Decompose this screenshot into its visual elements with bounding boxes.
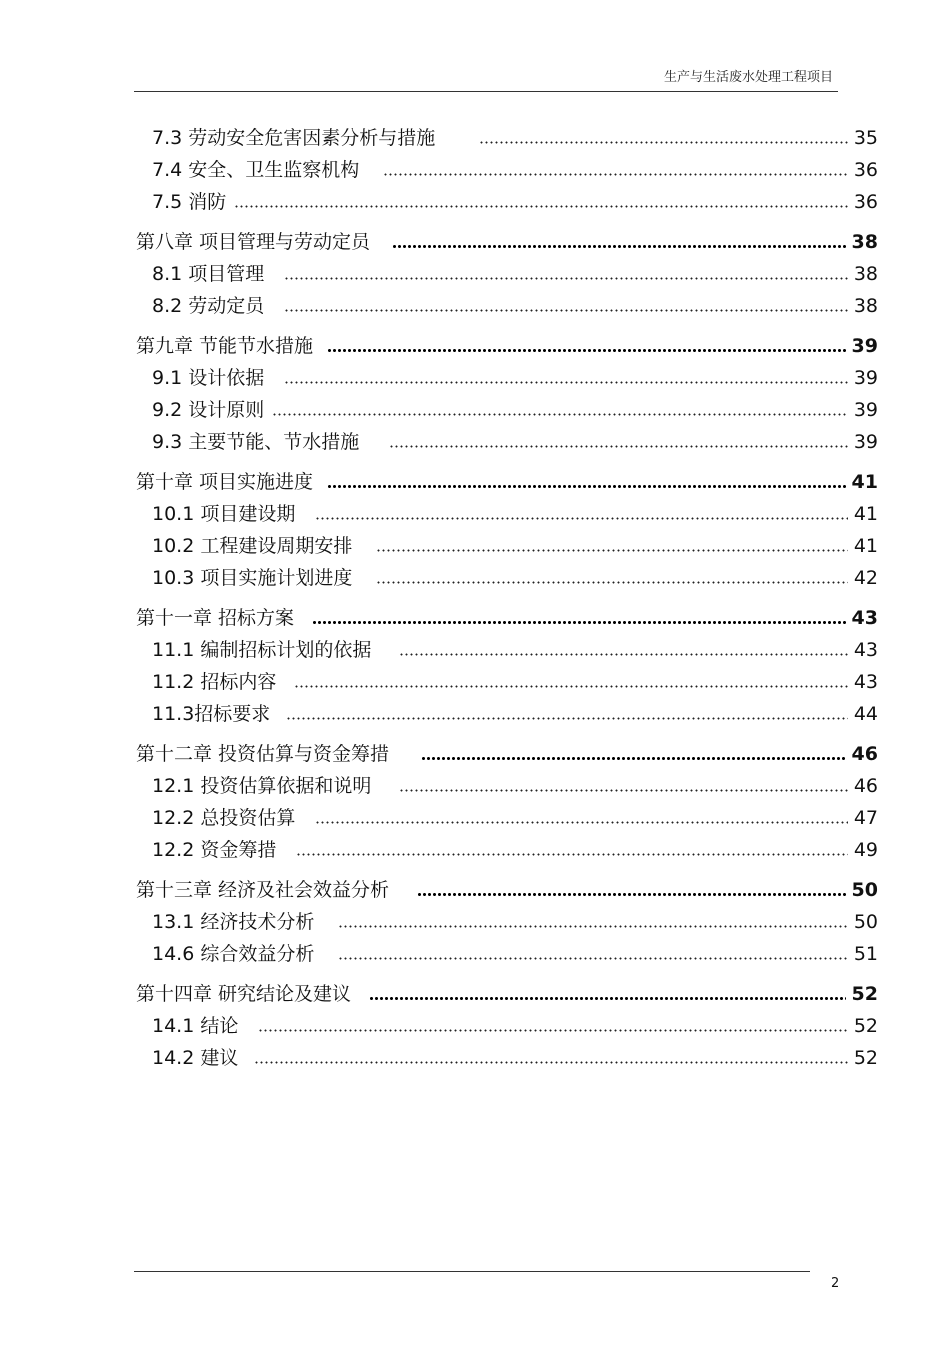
toc-entry-label: 10.2 工程建设周期安排 (152, 535, 353, 557)
toc-entry-page: 52 (853, 1047, 878, 1069)
toc-entry-page: 36 (853, 159, 878, 181)
toc-entry-page: 41 (853, 535, 878, 557)
toc-entry-page: 41 (853, 503, 878, 525)
toc-section-entry[interactable] (136, 630, 878, 662)
toc-dot-leader (383, 173, 848, 176)
toc-dot-leader (327, 485, 846, 489)
toc-entry-label: 11.1 编制招标计划的依据 (152, 639, 372, 661)
toc-entry-page: 52 (853, 1015, 878, 1037)
toc-entry-page: 49 (853, 839, 878, 861)
toc-dot-leader (399, 789, 847, 792)
toc-section-entry[interactable] (136, 934, 878, 966)
toc-entry-label: 第八章 项目管理与劳动定员 (136, 231, 371, 253)
toc-entry-page: 36 (853, 191, 878, 213)
toc-dot-leader (421, 757, 846, 761)
toc-entry-page: 43 (851, 607, 878, 629)
toc-dot-leader (392, 245, 846, 249)
toc-dot-leader (315, 821, 847, 824)
toc-entry-label: 第十三章 经济及社会效益分析 (136, 879, 390, 901)
toc-section-entry[interactable] (136, 422, 878, 454)
toc-section-entry[interactable] (136, 766, 878, 798)
toc-dot-leader (327, 349, 846, 353)
toc-chapter-entry[interactable] (136, 222, 878, 254)
header-divider (134, 91, 838, 92)
toc-entry-page: 43 (853, 639, 878, 661)
toc-entry-label: 第十二章 投资估算与资金筹措 (136, 743, 390, 765)
toc-entry-page: 39 (853, 367, 878, 389)
toc-section-entry[interactable] (136, 286, 878, 318)
toc-entry-page: 38 (853, 263, 878, 285)
toc-section-entry[interactable] (136, 182, 878, 214)
toc-entry-label: 9.2 设计原则 (152, 399, 265, 421)
toc-entry-page: 38 (853, 295, 878, 317)
toc-entry-page: 52 (851, 983, 878, 1005)
toc-entry-label: 11.2 招标内容 (152, 671, 277, 693)
toc-dot-leader (284, 309, 848, 312)
toc-entry-label: 14.1 结论 (152, 1015, 239, 1037)
toc-section-entry[interactable] (136, 558, 878, 590)
toc-entry-label: 8.2 劳动定员 (152, 295, 265, 317)
toc-section-entry[interactable] (136, 150, 878, 182)
toc-entry-label: 第十四章 研究结论及建议 (136, 983, 352, 1005)
toc-section-entry[interactable] (136, 358, 878, 390)
footer-divider (134, 1271, 810, 1272)
toc-chapter-entry[interactable] (136, 598, 878, 630)
toc-entry-label: 12.2 总投资估算 (152, 807, 296, 829)
toc-dot-leader (369, 997, 846, 1001)
toc-entry-page: 51 (853, 943, 878, 965)
toc-entry-label: 14.2 建议 (152, 1047, 239, 1069)
toc-section-entry[interactable] (136, 830, 878, 862)
toc-dot-leader (284, 381, 848, 384)
toc-entry-page: 42 (853, 567, 878, 589)
toc-dot-leader (338, 925, 847, 928)
toc-section-entry[interactable] (136, 662, 878, 694)
toc-dot-leader (284, 277, 848, 280)
toc-entry-label: 8.1 项目管理 (152, 263, 265, 285)
toc-entry-label: 10.3 项目实施计划进度 (152, 567, 353, 589)
toc-dot-leader (479, 141, 848, 144)
toc-dot-leader (234, 205, 848, 208)
toc-chapter-entry[interactable] (136, 870, 878, 902)
toc-dot-leader (258, 1029, 847, 1032)
toc-entry-label: 13.1 经济技术分析 (152, 911, 315, 933)
toc-section-entry[interactable] (136, 526, 878, 558)
toc-chapter-entry[interactable] (136, 734, 878, 766)
toc-entry-page: 46 (853, 775, 878, 797)
toc-entry-label: 11.3招标要求 (152, 703, 271, 725)
toc-section-entry[interactable] (136, 1038, 878, 1070)
toc-entry-page: 47 (853, 807, 878, 829)
toc-entry-label: 7.3 劳动安全危害因素分析与措施 (152, 127, 436, 149)
toc-dot-leader (399, 653, 847, 656)
toc-dot-leader (389, 445, 848, 448)
toc-entry-label: 10.1 项目建设期 (152, 503, 296, 525)
toc-entry-label: 第十一章 招标方案 (136, 607, 295, 629)
toc-entry-page: 50 (851, 879, 878, 901)
toc-section-entry[interactable] (136, 254, 878, 286)
toc-entry-label: 14.6 综合效益分析 (152, 943, 315, 965)
toc-entry-page: 39 (853, 431, 878, 453)
toc-entry-page: 43 (853, 671, 878, 693)
running-header-title: 生产与生活废水处理工程项目 (663, 70, 833, 85)
toc-dot-leader (376, 581, 847, 584)
toc-entry-label: 第十章 项目实施进度 (136, 471, 314, 493)
toc-dot-leader (296, 853, 847, 856)
toc-chapter-entry[interactable] (136, 462, 878, 494)
toc-section-entry[interactable] (136, 694, 878, 726)
toc-dot-leader (417, 893, 846, 897)
toc-entry-page: 50 (853, 911, 878, 933)
toc-entry-label: 12.2 资金筹措 (152, 839, 277, 861)
toc-dot-leader (286, 717, 848, 720)
toc-entry-page: 35 (853, 127, 878, 149)
toc-dot-leader (338, 957, 847, 960)
toc-entry-page: 38 (851, 231, 878, 253)
toc-section-entry[interactable] (136, 902, 878, 934)
page-number: 2 (831, 1276, 840, 1291)
toc-dot-leader (376, 549, 847, 552)
toc-dot-leader (254, 1061, 847, 1064)
toc-section-entry[interactable] (136, 798, 878, 830)
toc-entry-page: 46 (851, 743, 878, 765)
toc-entry-label: 第九章 节能节水措施 (136, 335, 314, 357)
toc-entry-page: 44 (853, 703, 878, 725)
toc-entry-page: 39 (853, 399, 878, 421)
toc-dot-leader (294, 685, 847, 688)
toc-entry-label: 7.4 安全、卫生监察机构 (152, 159, 360, 181)
toc-section-entry[interactable] (136, 390, 878, 422)
toc-entry-label: 7.5 消防 (152, 191, 227, 213)
toc-section-entry[interactable] (136, 494, 878, 526)
toc-section-entry[interactable] (136, 1006, 878, 1038)
toc-chapter-entry[interactable] (136, 326, 878, 358)
toc-dot-leader (312, 621, 846, 625)
toc-dot-leader (272, 413, 848, 416)
toc-entry-label: 9.3 主要节能、节水措施 (152, 431, 360, 453)
toc-dot-leader (315, 517, 847, 520)
toc-entry-page: 41 (851, 471, 878, 493)
toc-chapter-entry[interactable] (136, 974, 878, 1006)
toc-entry-page: 39 (851, 335, 878, 357)
toc-entry-label: 12.1 投资估算依据和说明 (152, 775, 372, 797)
toc-section-entry[interactable] (136, 118, 878, 150)
toc-entry-label: 9.1 设计依据 (152, 367, 265, 389)
